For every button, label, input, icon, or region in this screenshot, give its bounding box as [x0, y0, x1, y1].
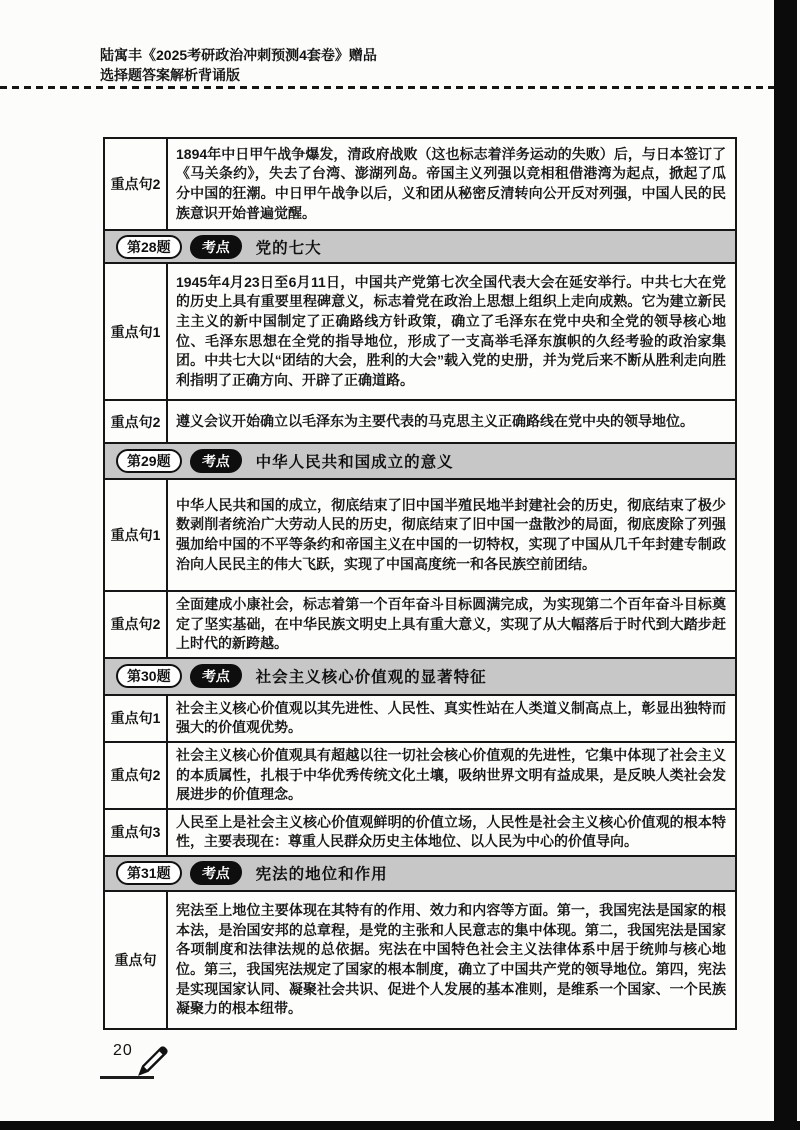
header-line-1: 陆寓丰《2025考研政治冲刺预测4套卷》赠品 [100, 47, 377, 63]
row-text: 中华人民共和国的成立，彻底结束了旧中国半殖民地半封建社会的历史，彻底结束了极少数剥削者统治广大劳动人民的历史，彻底结束了旧中国一盘散沙的局面，彻底废除了列强强加给中国的不平等条约和帝国主义在中国的一切特权，实现了中国从几千年封建专制政治向人民民主的伟大飞跃，实现了中国高度统一和各民族空前团结。 [176, 496, 726, 572]
row-text-cell [168, 810, 735, 855]
row-text: 宪法至上地位主要体现在其特有的作用、效力和内容等方面。第一，我国宪法是国家的根本法，是治国安邦的总章程，是党的主张和人民意志的集中体现。第二，我国宪法是国家各项制度和法律法规的总依据。宪法在中国特色社会主义法律体系中居于统帅与核心地位。第三，我国宪法规定了国家的根本制度，确立了中国共产党的领导地位。第四，宪法是实现国家认同、凝聚社会共识、促进个人发展的基本准则，是维系一个国家、一个民族凝聚力的根本纽带。 [176, 902, 726, 1017]
section-band [105, 231, 735, 264]
row-text-cell [168, 264, 735, 399]
row-text-cell [168, 743, 735, 808]
row-label: 重点句2 [105, 401, 168, 442]
table-row [105, 139, 735, 231]
dashed-separator [0, 86, 797, 89]
section-title: 中华人民共和国成立的意义 [255, 454, 454, 471]
table-row [105, 743, 735, 810]
row-text: 全面建成小康社会，标志着第一个百年奋斗目标圆满完成，为实现第二个百年奋斗目标奠定了坚实基础，在中华民族文明史上具有重大意义，实现了从大幅落后于时代到大踏步赶上时代的新跨越。 [176, 596, 726, 652]
row-label: 重点句2 [105, 139, 168, 229]
page-number: 20 [113, 1042, 133, 1059]
kaodian-badge: 考点 [189, 449, 243, 473]
pencil-icon [135, 1042, 172, 1079]
section-title: 社会主义核心价值观的显著特征 [255, 669, 487, 687]
table-row [105, 264, 735, 401]
table-row [105, 401, 735, 444]
row-text-cell [168, 592, 735, 657]
section-band [105, 444, 735, 480]
row-text-cell [168, 480, 735, 590]
section-band [105, 659, 735, 696]
row-text: 1945年4月23日至6月11日，中国共产党第七次全国代表大会在延安举行。中共七大在党的历史上具有重要里程碑意义，标志着党在政治上思想上组织上走向成熟。它为建立新民主主义的新中国制定了正确路线方针政策，确立了毛泽东在党中央和全党的领导核心地位、毛泽东思想在全党的指导地位，形成了一支高举毛泽东旗帜的久经考验的政治家集团。中共七大以“团结的大会，胜利的大会”载入党的史册，并为党后来不断从胜利走向胜利指明了正确方向、开辟了正确道路。 [176, 273, 726, 388]
row-label: 重点句2 [105, 592, 168, 657]
row-text: 社会主义核心价值观以其先进性、人民性、真实性站在人类道义制高点上，彰显出独特而强大的价值观优势。 [176, 699, 726, 736]
kaodian-badge: 考点 [189, 664, 243, 688]
row-text-cell [168, 401, 735, 442]
row-label: 重点句1 [105, 696, 168, 741]
table-row [105, 480, 735, 592]
section-title: 宪法的地位和作用 [255, 866, 388, 884]
scan-edge-right [774, 0, 797, 1130]
kaodian-badge: 考点 [189, 235, 243, 259]
content-table [103, 137, 737, 1030]
row-text-cell [168, 696, 735, 741]
row-text: 遵义会议开始确立以毛泽东为主要代表的马克思主义正确路线在党中央的领导地位。 [176, 412, 694, 429]
row-text-cell [168, 892, 735, 1028]
section-title: 党的七大 [255, 239, 322, 257]
table-row [105, 592, 735, 659]
table-row [105, 810, 735, 857]
scan-edge-bottom [0, 1121, 800, 1130]
table-row [105, 892, 735, 1028]
kaodian-badge: 考点 [189, 861, 243, 885]
row-label: 重点句1 [105, 264, 168, 399]
section-number-pill: 第29题 [116, 449, 182, 473]
section-number-pill: 第31题 [116, 861, 182, 885]
row-label: 重点句3 [105, 810, 168, 855]
row-label: 重点句1 [105, 480, 168, 590]
row-text-cell [168, 139, 735, 229]
row-label: 重点句2 [105, 743, 168, 808]
header-line-2: 选择题答案解析背诵版 [100, 67, 240, 83]
page-header [100, 45, 377, 85]
table-row [105, 696, 735, 743]
section-number-pill: 第30题 [116, 664, 182, 688]
row-text: 社会主义核心价值观具有超越以往一切社会核心价值观的先进性，它集中体现了社会主义的本质属性，扎根于中华优秀传统文化土壤，吸纳世界文明有益成果，是反映人类社会发展进步的价值理念。 [176, 746, 726, 803]
row-text: 人民至上是社会主义核心价值观鲜明的价值立场，人民性是社会主义核心价值观的根本特性，主要表现在：尊重人民群众历史主体地位、以人民为中心的价值导向。 [176, 813, 726, 850]
section-number-pill: 第28题 [116, 235, 182, 259]
row-label: 重点句 [105, 892, 168, 1028]
row-text: 1894年中日甲午战争爆发，清政府战败（这也标志着洋务运动的失败）后，与日本签订了《马关条约》，失去了台湾、澎湖列岛。帝国主义列强以竞相租借港湾为起点，掀起了瓜分中国的狂潮。中日甲午战争以后，义和团从秘密反清转向公开反对列强，中国人民的民族意识开始普遍觉醒。 [176, 145, 726, 221]
section-band [105, 857, 735, 892]
